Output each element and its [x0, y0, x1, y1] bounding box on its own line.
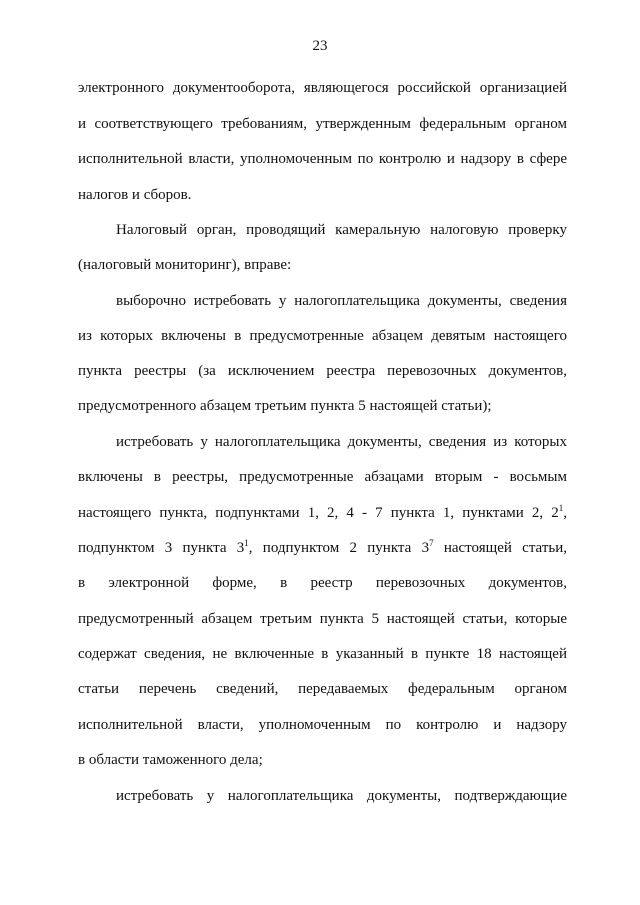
text-line: Налоговый орган, проводящий камеральную налоговую проверку [116, 222, 567, 238]
text-segment: , подпунктом 2 пункта 3 [248, 540, 430, 556]
text-line: предусмотренного абзацем третьим пункта 5 настоящей статьи); [78, 398, 492, 414]
text-line: предусмотренный абзацем третьим пункта 5 настоящей статьи, которые [78, 611, 567, 627]
text-line: в электронной форме, в реестр перевозочных документов, [78, 575, 567, 591]
text-segment: , [563, 505, 567, 521]
text-line: содержат сведения, не включенные в указанный в пункте 18 настоящей [78, 646, 567, 662]
text-segment: настоящего пункта, подпунктами 1, 2, 4 - 7 пункта 1, пунктами 2, 2 [78, 505, 559, 521]
text-line: налогов и сборов. [78, 187, 192, 203]
page-number: 23 [312, 38, 328, 54]
text-line: истребовать у налогоплательщика документы, подтверждающие [116, 788, 567, 804]
text-line: (налоговый мониторинг), вправе: [78, 257, 292, 273]
text-line: электронного документооборота, являющегося российской организацией [78, 80, 567, 96]
text-line-with-superscript [78, 504, 567, 522]
text-line: истребовать у налогоплательщика документы, сведения из которых [116, 434, 567, 450]
superscript: 1 [244, 538, 249, 548]
text-line: включены в реестры, предусмотренные абзацами вторым - восьмым [78, 469, 567, 485]
text-line-with-superscript [78, 539, 567, 557]
text-line: исполнительной власти, уполномоченным по контролю и надзору в сфере [78, 151, 567, 167]
superscript: 1 [558, 503, 564, 513]
text-line: из которых включены в предусмотренные абзацем девятым настоящего [78, 328, 567, 344]
text-line: пункта реестры (за исключением реестра перевозочных документов, [78, 363, 567, 379]
text-line: исполнительной власти, уполномоченным по контролю и надзору [78, 717, 567, 733]
text-segment: подпунктом 3 пункта 3 [78, 540, 245, 556]
text-segment: настоящей статьи, [433, 540, 567, 556]
text-line: и соответствующего требованиям, утвержденным федеральным органом [78, 116, 567, 132]
text-line: выборочно истребовать у налогоплательщика документы, сведения [116, 293, 567, 309]
text-line: статьи перечень сведений, передаваемых федеральным органом [78, 681, 567, 697]
text-line: в области таможенного дела; [78, 752, 263, 768]
superscript: 7 [429, 538, 434, 548]
